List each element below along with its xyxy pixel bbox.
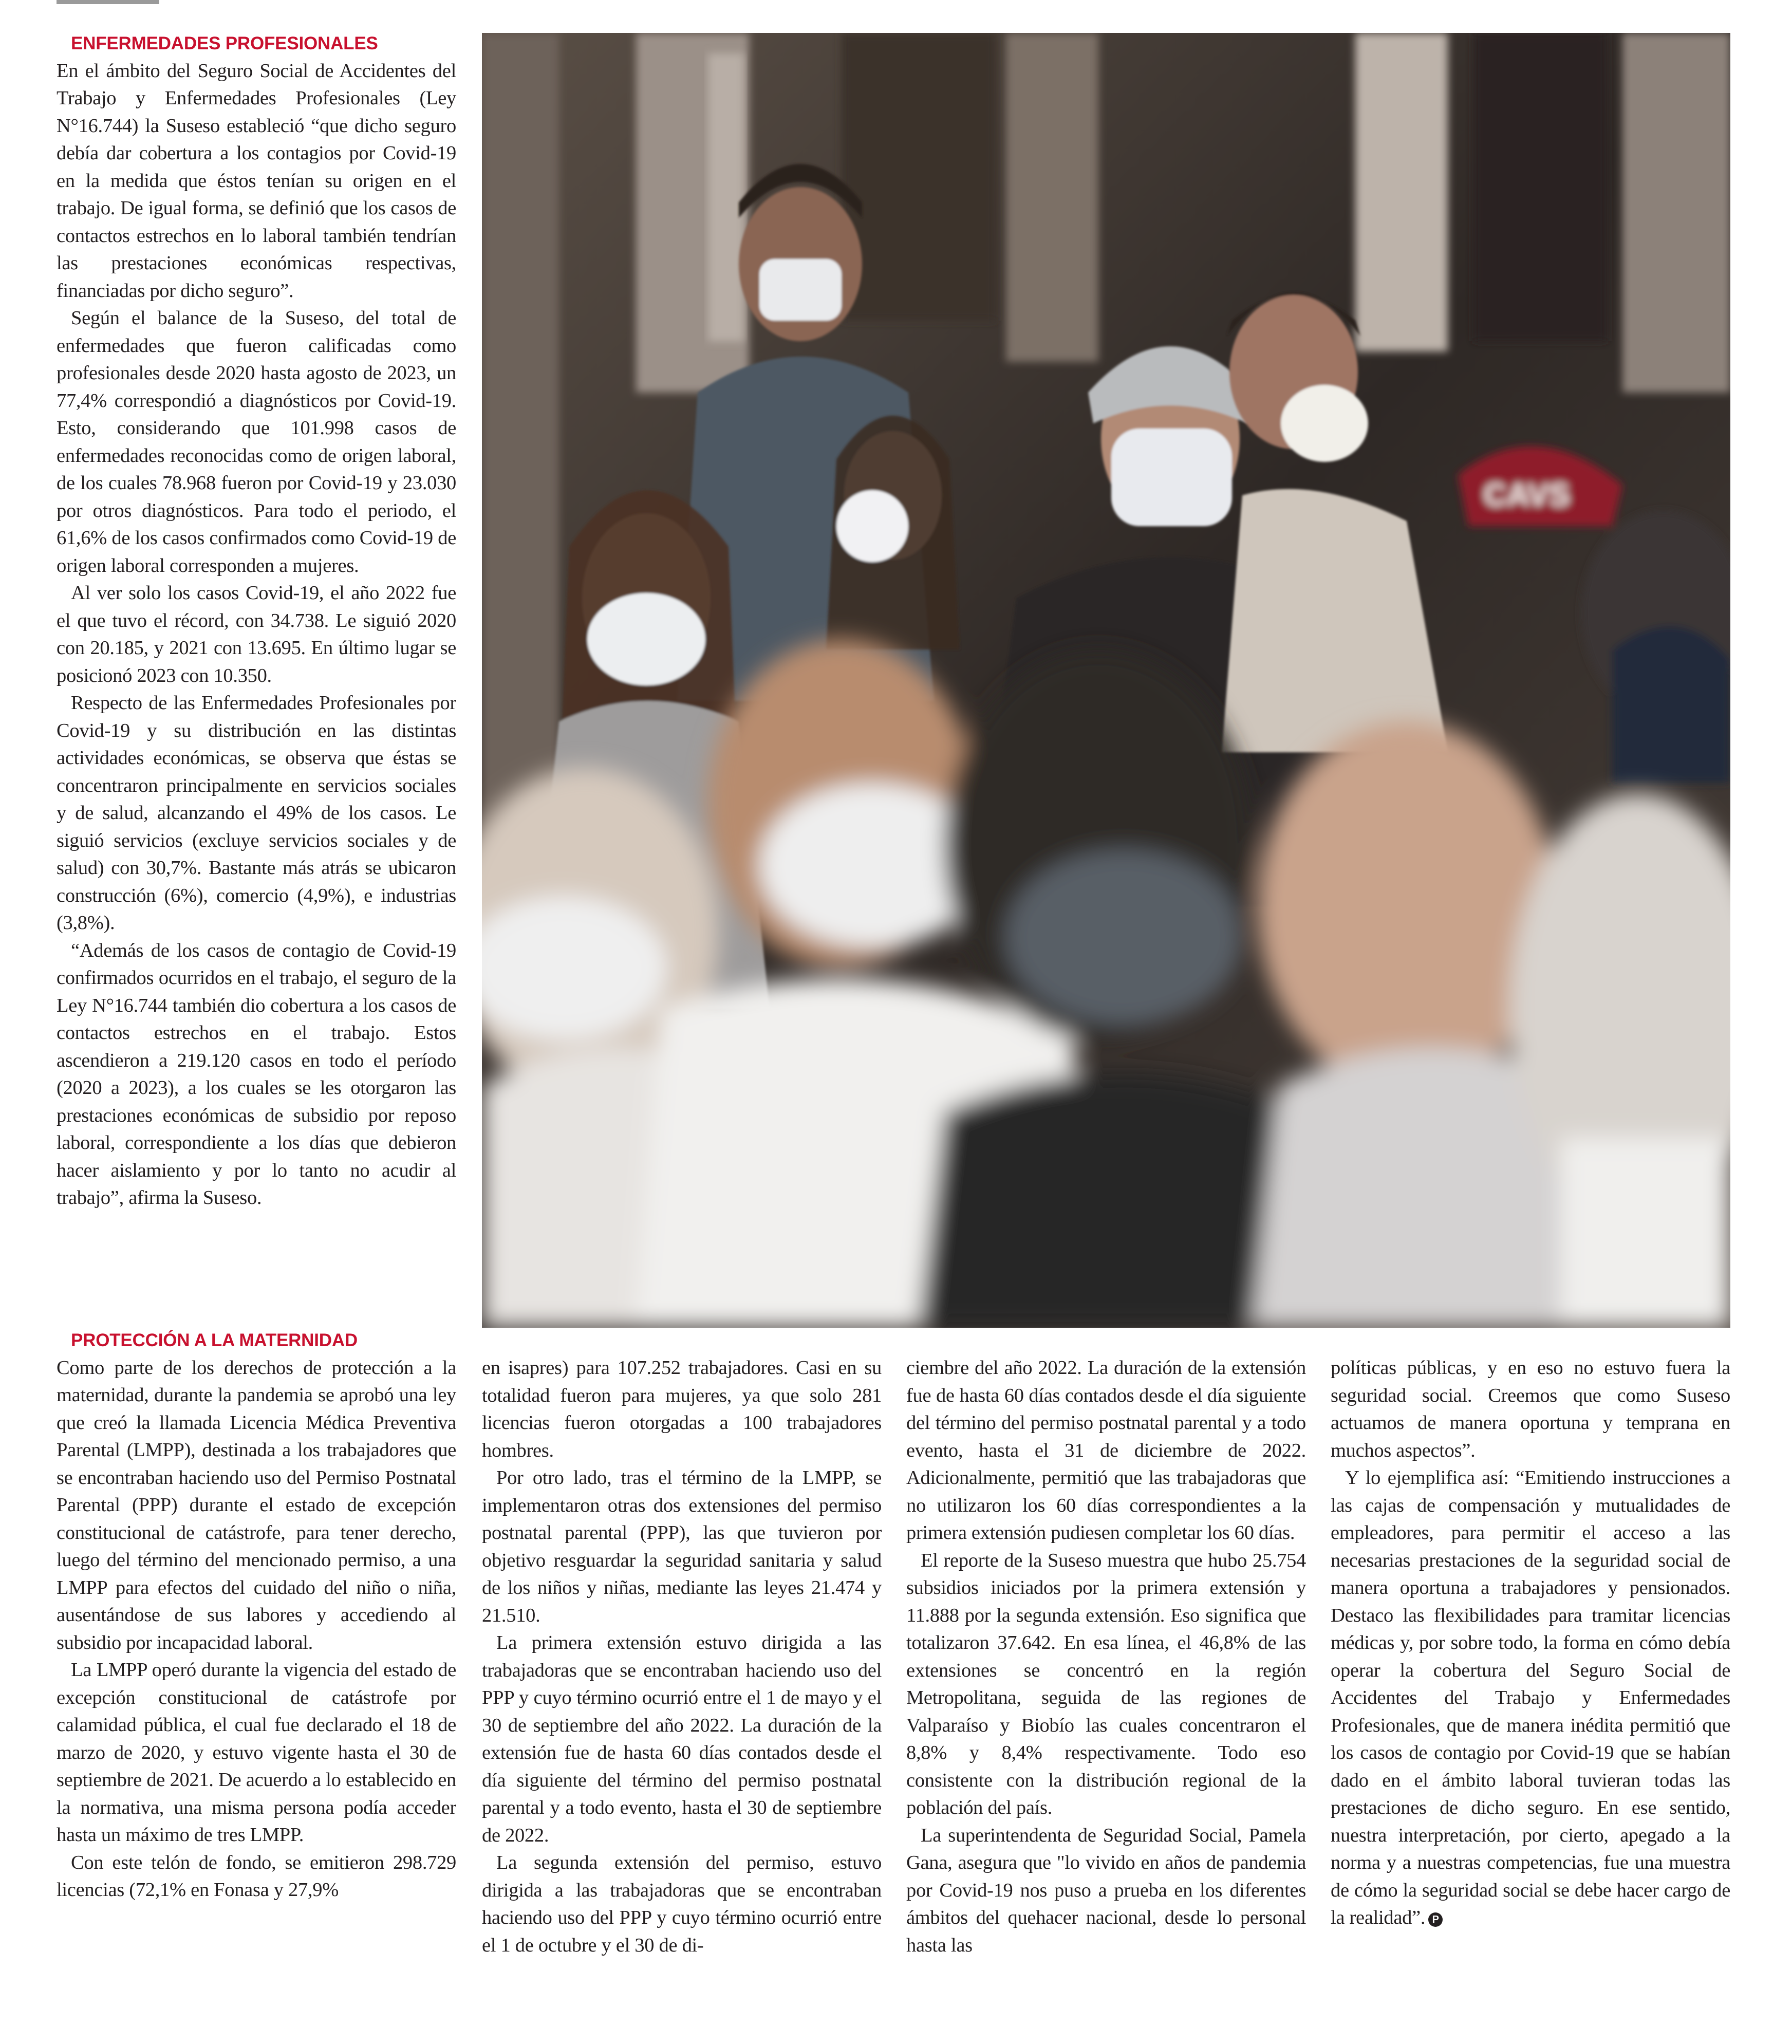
article-paragraph: Con este telón de fondo, se emitieron 298.729 licencias (72,1% en Fonasa y 27,9% [57, 1851, 456, 1901]
article-paragraph: La primera extensión estuvo dirigida a las trabajadoras que se encontraban haciendo uso del PPP y cuyo término ocurrió entre el 1 de mayo y el 30 de septiembre del año 2022. La duración de la extensión fue de hasta 60 días contados desde el día siguiente del término del permiso postnatal parental y a todo evento, hasta el 30 de septiembre de 2022. [482, 1632, 882, 1846]
article-paragraph: ciembre del año 2022. La duración de la extensión fue de hasta 60 días contados desde el día siguiente del término del permiso postnatal parental y a todo evento, hasta el 31 de diciembre de 2022. Adicionalmente, permitió que las trabajadoras que no utilizaron los 60 días correspondientes a la primera extensión pudiesen completar los 60 días. [906, 1357, 1306, 1544]
article-paragraph: Según el balance de la Suseso, del total de enfermedades que fueron calificadas como profesionales desde 2020 hasta agosto de 2023, un 77,4% correspondió a diagnósticos por Covid-19. Esto, considerando que 101.998 casos de enfermedades reconocidas como de origen laboral, de los cuales 78.968 fueron por Covid-19 y 23.030 por otros diagnósticos. Para todo el periodo, el 61,6% de los casos confirmados como Covid-19 de origen laboral corresponden a mujeres. [57, 307, 456, 577]
article-paragraph: La segunda extensión del permiso, estuvo dirigida a las trabajadoras que se encontraban haciendo uso del PPP y cuyo término ocurrió entre el 1 de octubre y el 30 de di- [482, 1852, 882, 1956]
article-paragraph: “Además de los casos de contagio de Covid-19 confirmados ocurridos en el trabajo, el seguro de la Ley N°16.744 también dio cobertura a los casos de contactos estrechos en el trabajo. Estos ascendieron a 219.120 casos en todo el período (2020 a 2023), a los cuales se les otorgaron las prestaciones económicas de subsidio por reposo laboral, correspondiente a los días que debieron hacer aislamiento y por lo tanto no acudir al trabajo”, afirma la Suseso. [57, 939, 456, 1209]
person-woman-middle [826, 416, 960, 649]
article-paragraph: Como parte de los derechos de protección a la maternidad, durante la pandemia se aprobó una ley que creó la llamada Licencia Médica Preventiva Parental (LMPP), destinada a los trabajadores que se encontraban haciendo uso del Permiso Postnatal Parental (PPP) durante el estado de excepción constitucional de catástrofe, para tener derecho, luego del término del mencionado permiso, a una LMPP para efectos del cuidado del niño o niña, ausentándose de sus labores y accediendo al subsidio por incapacidad laboral. [57, 1357, 456, 1653]
closing-paragraph-text: Y lo ejemplifica así: “Emitiendo instrucciones a las cajas de compensación y mutualidades de empleadores, para permitir el acceso a las necesarias prestaciones de la seguridad social de manera oportuna a trabajadores y pensionados. Destaco las flexibilidades para tramitar licencias médicas y, por sobre todo, la forma en cómo debía operar la cobertura del Seguro Social de Accidentes del Trabajo y Enfermedades Profesionales, que de manera inédita permitió que los casos de contagio por Covid-19 que se habían dado en el ámbito laboral tuvieran todas las prestaciones de dicho seguro. En ese sentido, nuestra interpretación, por cierto, apegado a la norma y a nuestras competencias, fue una muestra de cómo la seguridad social se debe hacer cargo de la realidad”. [1331, 1467, 1730, 1928]
article-paragraph: El reporte de la Suseso muestra que hubo 25.754 subsidios iniciados por la primera extensión y 11.888 por la segunda extensión. Eso significa que totalizaron 37.642. En esa línea, el 46,8% de las extensiones se concentró en la región Metropolitana, seguida de las regiones de Valparaíso y Biobío las cuales concentraron el 8,8% y 8,4% respectivamente. Todo eso consistente con la distribución regional de la población del país. [906, 1549, 1306, 1818]
article-paragraph: políticas públicas, y en eso no estuvo fuera la seguridad social. Creemos que como Suseso actuamos de manera oportuna y temprana en muchos aspectos”. [1331, 1357, 1730, 1461]
section-heading-maternidad: PROTECCIÓN A LA MATERNIDAD [71, 1330, 358, 1350]
column-1-top [57, 30, 456, 1212]
article-paragraph [1331, 1464, 1730, 1932]
article-paragraph: La superintendenta de Seguridad Social, Pamela Gana, asegura que "lo vivido en años de pandemia por Covid-19 nos puso a prueba en los diferentes ámbitos del quehacer nacional, desde lo personal hasta las [906, 1824, 1306, 1956]
article-paragraph: En el ámbito del Seguro Social de Accidentes del Trabajo y Enfermedades Profesionales (Ley N°16.744) la Suseso estableció “que dicho seguro debía dar cobertura a los contagios por Covid-19 en la medida que éstos tenían su origen en el trabajo. De igual forma, se definió que los casos de contactos estrechos en lo laboral también tendrían las prestaciones económicas respectivas, financiadas por dicho seguro”. [57, 60, 456, 302]
page-header-rule [57, 0, 159, 4]
cap-text: CAVS [1484, 477, 1570, 513]
article-paragraph: en isapres) para 107.252 trabajadores. Casi en su totalidad fueron para mujeres, ya que solo 281 licencias fueron otorgadas a 100 trabajadores hombres. [482, 1357, 882, 1461]
crowd-photo [482, 33, 1730, 1328]
end-of-article-icon: P [1428, 1912, 1443, 1927]
article-paragraph: Respecto de las Enfermedades Profesionales por Covid-19 y su distribución en las distintas actividades económicas, se observa que éstas se concentraron principalmente en servicios sociales y de salud, alcanzando el 49% de los casos. Le siguió servicios (excluye servicios sociales y de salud) con 30,7%. Bastante más atrás se ubicaron construcción (6%), comercio (4,9%), e industrias (3,8%). [57, 692, 456, 934]
article-paragraph: Por otro lado, tras el término de la LMPP, se implementaron otras dos extensiones del permiso postnatal parental (PPP), las que tuvieron por objetivo resguardar la seguridad sanitaria y salud de los niños y niñas, mediante las leyes 21.474 y 21.510. [482, 1467, 882, 1626]
column-3 [906, 1354, 1306, 1959]
column-1-bottom [57, 1327, 456, 1904]
column-2 [482, 1354, 882, 1959]
crowd-masks-illustration [482, 33, 1730, 1328]
article-paragraph: La LMPP operó durante la vigencia del estado de excepción constitucional de catástrofe por calamidad pública, el cual fue declarado el 18 de marzo de 2020, y estuvo vigente hasta el 30 de septiembre de 2021. De acuerdo a lo establecido en la normativa, una misma persona podía acceder hasta un máximo de tres LMPP. [57, 1659, 456, 1846]
article-paragraph: Al ver solo los casos Covid-19, el año 2022 fue el que tuvo el récord, con 34.738. Le siguió 2020 con 20.185, y 2021 con 13.695. En último lugar se posicionó 2023 con 10.350. [57, 582, 456, 686]
column-4 [1331, 1354, 1730, 1932]
section-heading-enfermedades: ENFERMEDADES PROFESIONALES [71, 33, 378, 53]
